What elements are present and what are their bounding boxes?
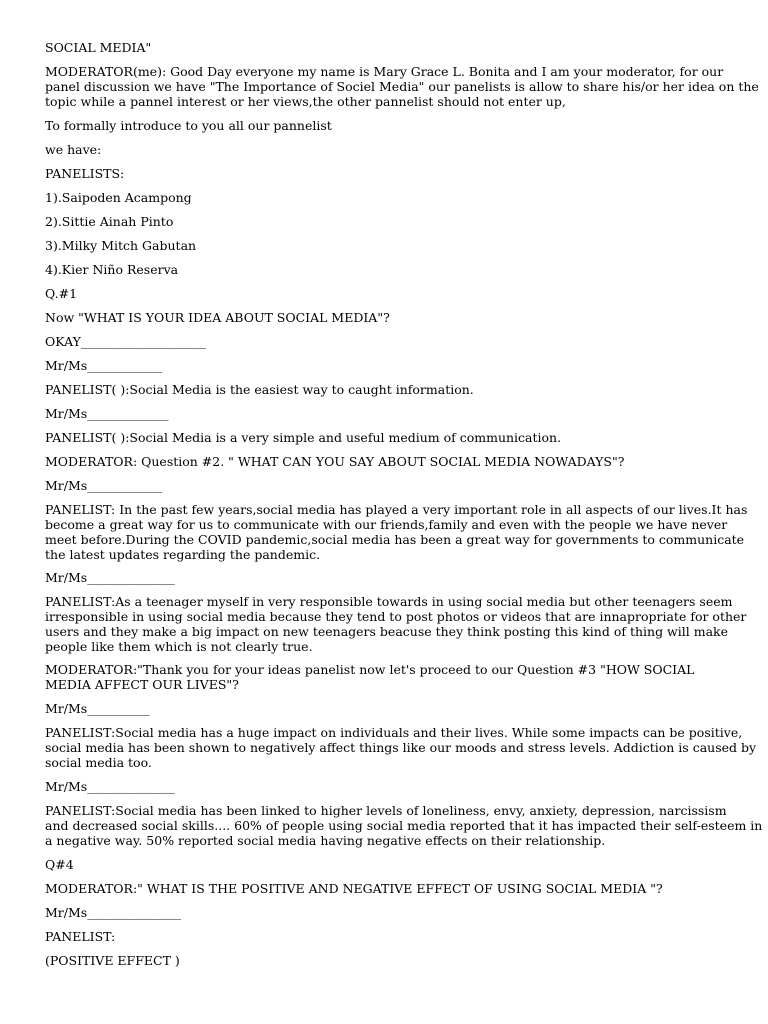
panelist-answer-6 <box>45 803 763 848</box>
text-line: social media too. <box>45 755 152 770</box>
speaker-blank: Mr/Ms__________ <box>45 701 150 716</box>
speaker-blank: Mr/Ms_____________ <box>45 406 169 421</box>
okay-line: OKAY____________________ <box>45 334 206 349</box>
panelist-item: 2).Sittie Ainah Pinto <box>45 214 174 229</box>
text-line: panel discussion we have "The Importance of Sociel Media" our panelists is allow to share his/or her idea on the <box>45 79 759 94</box>
positive-effect-heading: (POSITIVE EFFECT ) <box>45 953 180 968</box>
text-line: MODERATOR(me): Good Day everyone my name is Mary Grace L. Bonita and I am your moderator, for our <box>45 64 724 79</box>
speaker-blank: Mr/Ms____________ <box>45 478 163 493</box>
text-line: the latest updates regarding the pandemic. <box>45 547 321 562</box>
panelist-item: 4).Kier Niño Reserva <box>45 262 179 277</box>
question-3 <box>45 662 725 692</box>
text-line: MODERATOR:"Thank you for your ideas panelist now let's proceed to our Question #3 "HOW SOCIAL <box>45 662 695 677</box>
panelist-item: 1).Saipoden Acampong <box>45 190 192 205</box>
document-title: SOCIAL MEDIA" <box>45 40 152 55</box>
panelist-label: PANELIST: <box>45 929 116 944</box>
text-line: irresponsible in using social media because they tend to post photos or videos that are innapropriate for other <box>45 609 747 624</box>
text-line: and decreased social skills.... 60% of people using social media reported that it has impacted their self-esteem in <box>45 818 763 833</box>
panelist-answer-1: PANELIST( ):Social Media is the easiest way to caught information. <box>45 382 474 397</box>
panelists-heading: PANELISTS: <box>45 166 125 181</box>
panelist-item: 3).Milky Mitch Gabutan <box>45 238 197 253</box>
text-line: become a great way for us to communicate with our friends,family and even with the people we have never <box>45 517 728 532</box>
speaker-blank: Mr/Ms______________ <box>45 779 175 794</box>
speaker-blank: Mr/Ms______________ <box>45 570 175 585</box>
text-line: users and they make a big impact on new teenagers beacuse they think posting this kind of thing will make <box>45 624 728 639</box>
panelist-answer-2: PANELIST( ):Social Media is a very simple and useful medium of communication. <box>45 430 562 445</box>
moderator-intro <box>45 64 759 109</box>
question-1: Now "WHAT IS YOUR IDEA ABOUT SOCIAL MEDIA"? <box>45 310 390 325</box>
question-4-label: Q#4 <box>45 857 74 872</box>
text-line: MEDIA AFFECT OUR LIVES"? <box>45 677 239 692</box>
text-line: PANELIST:As a teenager myself in very responsible towards in using social media but other teenagers seem <box>45 594 733 609</box>
we-have-line: we have: <box>45 142 102 157</box>
text-line: meet before.During the COVID pandemic,social media has been a great way for governments to communicate <box>45 532 745 547</box>
text-line: a negative way. 50% reported social media having negative effects on their relationship. <box>45 833 606 848</box>
text-line: topic while a pannel interest or her views,the other pannelist should not enter up, <box>45 94 566 109</box>
text-line: PANELIST:Social media has a huge impact on individuals and their lives. While some impacts can be positive, <box>45 725 743 740</box>
introduce-line: To formally introduce to you all our pannelist <box>45 118 332 133</box>
question-2: MODERATOR: Question #2. " WHAT CAN YOU SAY ABOUT SOCIAL MEDIA NOWADAYS"? <box>45 454 625 469</box>
panelist-answer-3 <box>45 502 748 562</box>
question-1-label: Q.#1 <box>45 286 78 301</box>
panelist-answer-4 <box>45 594 747 654</box>
text-line: PANELIST:Social media has been linked to higher levels of loneliness, envy, anxiety, depression, narcissism <box>45 803 727 818</box>
text-line: social media has been shown to negatively affect things like our moods and stress levels. Addiction is caused by <box>45 740 757 755</box>
speaker-blank: Mr/Ms_______________ <box>45 905 181 920</box>
text-line: people like them which is not clearly true. <box>45 639 313 654</box>
text-line: PANELIST: In the past few years,social media has played a very important role in all aspects of our lives.It has <box>45 502 748 517</box>
panelist-answer-5 <box>45 725 757 770</box>
question-4: MODERATOR:" WHAT IS THE POSITIVE AND NEGATIVE EFFECT OF USING SOCIAL MEDIA "? <box>45 881 663 896</box>
speaker-blank: Mr/Ms____________ <box>45 358 163 373</box>
